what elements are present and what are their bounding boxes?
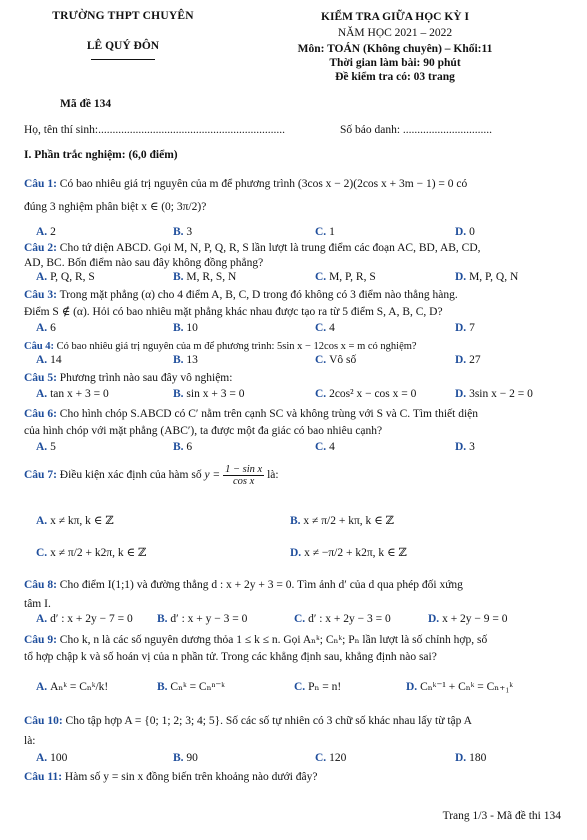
question-10-line2 bbox=[24, 734, 572, 748]
option-letter: A. bbox=[36, 226, 51, 238]
question-9-options bbox=[36, 679, 572, 693]
exam-code: Mã đề 134 bbox=[60, 98, 112, 110]
option-d[interactable] bbox=[455, 441, 475, 453]
question-label: Câu 6: bbox=[24, 408, 57, 420]
option-letter: B. bbox=[173, 388, 187, 400]
question-label: Câu 1: bbox=[24, 178, 57, 190]
option-text: M, P, Q, N bbox=[469, 271, 519, 283]
option-letter: B. bbox=[173, 271, 187, 283]
question-text: Trong mặt phẳng (α) cho 4 điểm A, B, C, D trong đó không có 3 điểm nào thẳng hàng. bbox=[59, 289, 458, 301]
option-letter: D. bbox=[290, 547, 305, 559]
question-text: Có bao nhiêu giá trị nguyên của m để phương trình (3cos x − 2)(2cos x + 3m − 1) = 0 có bbox=[59, 178, 468, 190]
question-2 bbox=[24, 241, 572, 255]
option-d[interactable] bbox=[428, 613, 508, 625]
option-letter: D. bbox=[406, 681, 421, 693]
option-text: 120 bbox=[329, 752, 347, 764]
question-text: Hàm số y = sin x đồng biến trên khoảng nào dưới đây? bbox=[64, 771, 318, 783]
question-text-line2: tâm I. bbox=[24, 598, 51, 610]
question-11 bbox=[24, 770, 572, 784]
option-letter: A. bbox=[36, 271, 51, 283]
subject-line: Môn: TOÁN (Không chuyên) – Khối:11 bbox=[297, 43, 493, 55]
option-text: 2cos² x − cos x = 0 bbox=[329, 388, 417, 400]
option-c[interactable] bbox=[315, 388, 416, 400]
question-8-options bbox=[36, 613, 572, 627]
option-text: 2 bbox=[50, 226, 56, 238]
option-letter: C. bbox=[315, 271, 330, 283]
option-text: x ≠ −π/2 + k2π, k ∈ ℤ bbox=[304, 547, 407, 559]
option-text: x ≠ kπ, k ∈ ℤ bbox=[50, 515, 114, 527]
option-text: 6 bbox=[50, 322, 56, 334]
option-a[interactable] bbox=[36, 271, 95, 283]
option-d[interactable] bbox=[455, 752, 486, 764]
option-b[interactable] bbox=[173, 441, 192, 453]
section-title: I. Phần trắc nghiệm: (6,0 điểm) bbox=[24, 149, 178, 161]
question-2-line2 bbox=[24, 256, 572, 270]
option-text: 5 bbox=[50, 441, 56, 453]
question-text: Có bao nhiêu giá trị nguyên của m để phương trình: 5sin x − 12cos x = m có nghiệm? bbox=[56, 341, 417, 352]
option-text: d′ : x + 2y − 7 = 0 bbox=[50, 613, 133, 625]
question-6-options bbox=[36, 441, 572, 455]
option-letter: B. bbox=[157, 613, 171, 625]
question-text: Cho hình chóp S.ABCD có C′ nằm trên cạnh SC và không trùng với S và C. Tìm thiết diện bbox=[59, 408, 478, 420]
question-6 bbox=[24, 407, 572, 421]
option-c[interactable] bbox=[315, 354, 356, 366]
option-text: x ≠ π/2 + kπ, k ∈ ℤ bbox=[303, 515, 394, 527]
function-fraction bbox=[223, 464, 264, 487]
question-label: Câu 10: bbox=[24, 715, 63, 727]
option-d[interactable] bbox=[290, 545, 407, 559]
option-text: Aₙᵏ = Cₙᵏ/k! bbox=[50, 681, 109, 693]
option-letter: A. bbox=[36, 322, 51, 334]
question-3 bbox=[24, 288, 572, 302]
question-3-options bbox=[36, 322, 572, 336]
question-1-line2 bbox=[24, 200, 572, 214]
option-d[interactable] bbox=[455, 271, 518, 283]
question-text-line2: Điểm S ∉ (α). Hỏi có bao nhiêu mặt phẳng khác nhau được tạo ra từ 5 điểm S, A, B, C, D? bbox=[24, 306, 443, 318]
question-3-line2 bbox=[24, 305, 572, 319]
option-letter: A. bbox=[36, 354, 51, 366]
student-info-row bbox=[24, 124, 572, 136]
option-text: 3 bbox=[186, 226, 193, 238]
question-label: Câu 5: bbox=[24, 372, 57, 384]
option-text: 4 bbox=[329, 441, 335, 453]
option-c[interactable] bbox=[36, 545, 146, 559]
question-1-options bbox=[36, 226, 572, 240]
option-text: 6 bbox=[186, 441, 193, 453]
option-text: 1 bbox=[329, 226, 335, 238]
option-text: Vô số bbox=[329, 354, 357, 366]
option-letter: A. bbox=[36, 681, 51, 693]
option-text: 3 bbox=[469, 441, 475, 453]
question-5 bbox=[24, 371, 572, 385]
option-d[interactable] bbox=[406, 679, 513, 693]
option-text: 13 bbox=[186, 354, 198, 366]
option-c[interactable] bbox=[315, 441, 335, 453]
school-block bbox=[28, 10, 218, 60]
option-a[interactable] bbox=[36, 441, 56, 453]
option-d[interactable] bbox=[455, 388, 533, 400]
option-text: 180 bbox=[469, 752, 487, 764]
option-text: 100 bbox=[50, 752, 68, 764]
question-text: Cho k, n là các số nguyên dương thỏa 1 ≤ k ≤ n. Gọi Aₙᵏ; Cₙᵏ; Pₙ lần lượt là số chỉnh hợp, số bbox=[59, 634, 488, 646]
student-name-field[interactable]: Họ, tên thí sinh:................................................................. bbox=[24, 124, 285, 136]
option-d[interactable] bbox=[455, 226, 475, 238]
question-7-options-row2 bbox=[36, 545, 572, 559]
fraction-numerator: 1 − sin x bbox=[225, 464, 263, 475]
option-a[interactable] bbox=[36, 679, 108, 693]
option-c[interactable] bbox=[315, 322, 335, 334]
option-a[interactable] bbox=[36, 752, 67, 764]
option-letter: D. bbox=[455, 354, 470, 366]
option-c[interactable] bbox=[294, 679, 341, 693]
question-6-line2 bbox=[24, 424, 572, 438]
option-c[interactable] bbox=[315, 271, 376, 283]
option-text: tan x + 3 = 0 bbox=[50, 388, 109, 400]
option-letter: A. bbox=[36, 752, 51, 764]
question-text-line2: AD, BC. Bốn điểm nào sau đây không đồng phẳng? bbox=[24, 257, 264, 269]
option-letter: A. bbox=[36, 388, 51, 400]
option-letter: D. bbox=[455, 271, 470, 283]
option-b[interactable] bbox=[157, 613, 247, 625]
student-id-field[interactable]: Số báo danh: ............................... bbox=[340, 124, 493, 136]
option-text: x ≠ π/2 + k2π, k ∈ ℤ bbox=[50, 547, 147, 559]
option-letter: C. bbox=[294, 681, 309, 693]
option-letter: D. bbox=[455, 752, 470, 764]
option-c[interactable] bbox=[315, 226, 335, 238]
option-text: 27 bbox=[469, 354, 481, 366]
question-4 bbox=[24, 340, 572, 354]
function-lhs: y = bbox=[204, 469, 221, 482]
option-b[interactable] bbox=[290, 513, 394, 527]
option-d[interactable] bbox=[455, 322, 475, 334]
question-9-line2 bbox=[24, 650, 572, 664]
option-letter: D. bbox=[455, 226, 470, 238]
exam-title: KIỂM TRA GIỮA HỌC KỲ I bbox=[321, 11, 469, 23]
question-1 bbox=[24, 177, 572, 191]
option-text: 7 bbox=[469, 322, 475, 334]
option-letter: C. bbox=[315, 354, 330, 366]
question-text-end: là: bbox=[267, 469, 279, 482]
question-5-options bbox=[36, 388, 572, 402]
question-8 bbox=[24, 578, 572, 592]
school-underline bbox=[91, 59, 155, 60]
question-7 bbox=[24, 464, 572, 487]
option-letter: D. bbox=[455, 441, 470, 453]
option-text: 3sin x − 2 = 0 bbox=[469, 388, 533, 400]
question-8-line2 bbox=[24, 597, 572, 611]
option-text: M, R, S, N bbox=[186, 271, 237, 283]
option-text: 4 bbox=[329, 322, 335, 334]
option-c[interactable] bbox=[294, 613, 391, 625]
exam-info-block bbox=[225, 10, 565, 84]
question-10 bbox=[24, 714, 572, 728]
option-a[interactable] bbox=[36, 388, 109, 400]
option-letter: D. bbox=[455, 388, 470, 400]
question-text-line2: đúng 3 nghiệm phân biệt x ∈ (0; 3π/2)? bbox=[24, 201, 207, 213]
school-year: NĂM HỌC 2021 – 2022 bbox=[337, 27, 453, 39]
question-10-options bbox=[36, 752, 572, 766]
option-letter: C. bbox=[294, 613, 309, 625]
option-d[interactable] bbox=[455, 354, 481, 366]
question-9 bbox=[24, 633, 572, 647]
option-a[interactable] bbox=[36, 613, 133, 625]
question-text: Điều kiện xác định của hàm số bbox=[59, 469, 202, 482]
option-letter: D. bbox=[428, 613, 443, 625]
option-text: Cₙᵏ⁻¹ + Cₙᵏ = Cₙ₊₁ᵏ bbox=[420, 681, 513, 693]
option-b[interactable] bbox=[173, 226, 192, 238]
option-letter: C. bbox=[315, 226, 330, 238]
fraction-denominator: cos x bbox=[232, 476, 255, 487]
question-text: Cho điểm I(1;1) và đường thẳng d : x + 2y + 3 = 0. Tìm ảnh d′ của d qua phép đối xứng bbox=[59, 579, 463, 591]
option-text: Cₙᵏ = Cₙⁿ⁻ᵏ bbox=[170, 681, 225, 693]
option-text: sin x + 3 = 0 bbox=[186, 388, 245, 400]
option-text: 10 bbox=[186, 322, 198, 334]
question-label: Câu 2: bbox=[24, 242, 57, 254]
option-text: d′ : x + y − 3 = 0 bbox=[170, 613, 248, 625]
option-letter: C. bbox=[315, 322, 330, 334]
option-letter: A. bbox=[36, 515, 51, 527]
option-b[interactable] bbox=[173, 271, 236, 283]
option-b[interactable] bbox=[157, 679, 225, 693]
question-text: Cho tứ diện ABCD. Gọi M, N, P, Q, R, S lần lượt là trung điểm các đoạn AC, BD, AB, CD, bbox=[59, 242, 481, 254]
option-letter: B. bbox=[173, 226, 187, 238]
pages-line: Đề kiểm tra có: 03 trang bbox=[335, 71, 455, 83]
option-letter: B. bbox=[157, 681, 171, 693]
option-letter: C. bbox=[36, 547, 51, 559]
question-text-line2: là: bbox=[24, 735, 36, 747]
option-text: 90 bbox=[186, 752, 198, 764]
school-name-line1: TRƯỜNG THPT CHUYÊN bbox=[52, 10, 194, 22]
school-name-line2: LÊ QUÝ ĐÔN bbox=[86, 40, 160, 52]
option-a[interactable] bbox=[36, 354, 62, 366]
question-2-options bbox=[36, 271, 572, 285]
option-letter: C. bbox=[315, 441, 330, 453]
option-letter: C. bbox=[315, 388, 330, 400]
question-text-line2: tổ hợp chập k và số hoán vị của n phần tử. Trong các khẳng định sau, khẳng định nào sai? bbox=[24, 651, 437, 663]
option-text: P, Q, R, S bbox=[50, 271, 95, 283]
option-letter: B. bbox=[173, 322, 187, 334]
option-a[interactable] bbox=[36, 322, 56, 334]
option-text: d′ : x + 2y − 3 = 0 bbox=[308, 613, 391, 625]
question-4-options bbox=[36, 354, 572, 368]
question-label: Câu 11: bbox=[24, 771, 63, 783]
option-b[interactable] bbox=[173, 354, 198, 366]
option-text: 0 bbox=[469, 226, 475, 238]
time-line: Thời gian làm bài: 90 phút bbox=[329, 57, 461, 69]
option-text: 14 bbox=[50, 354, 62, 366]
option-text: Pₙ = n! bbox=[308, 681, 342, 693]
option-letter: A. bbox=[36, 613, 51, 625]
question-7-options-row1 bbox=[36, 513, 572, 527]
option-b[interactable] bbox=[173, 388, 244, 400]
question-label: Câu 8: bbox=[24, 579, 57, 591]
option-letter: B. bbox=[173, 354, 187, 366]
option-a[interactable] bbox=[36, 513, 114, 527]
option-letter: B. bbox=[173, 441, 187, 453]
option-b[interactable] bbox=[173, 322, 198, 334]
option-letter: C. bbox=[315, 752, 330, 764]
question-text-line2: của hình chóp với mặt phẳng (ABC′), ta được một đa giác có bao nhiêu cạnh? bbox=[24, 425, 383, 437]
question-text: Phương trình nào sau đây vô nghiệm: bbox=[59, 372, 233, 384]
page-footer: Trang 1/3 - Mã đề thi 134 bbox=[442, 810, 561, 822]
question-label: Câu 9: bbox=[24, 634, 57, 646]
question-label: Câu 4: bbox=[24, 341, 55, 352]
option-a[interactable] bbox=[36, 226, 56, 238]
option-b[interactable] bbox=[173, 752, 198, 764]
option-letter: A. bbox=[36, 441, 51, 453]
option-letter: B. bbox=[173, 752, 187, 764]
question-label: Câu 7: bbox=[24, 469, 57, 482]
question-label: Câu 3: bbox=[24, 289, 57, 301]
option-letter: B. bbox=[290, 515, 304, 527]
option-letter: D. bbox=[455, 322, 470, 334]
option-c[interactable] bbox=[315, 752, 346, 764]
option-text: M, P, R, S bbox=[329, 271, 376, 283]
question-text: Cho tập hợp A = {0; 1; 2; 3; 4; 5}. Số các số tự nhiên có 3 chữ số khác nhau lấy từ tập A bbox=[65, 715, 472, 727]
option-text: x + 2y − 9 = 0 bbox=[442, 613, 508, 625]
